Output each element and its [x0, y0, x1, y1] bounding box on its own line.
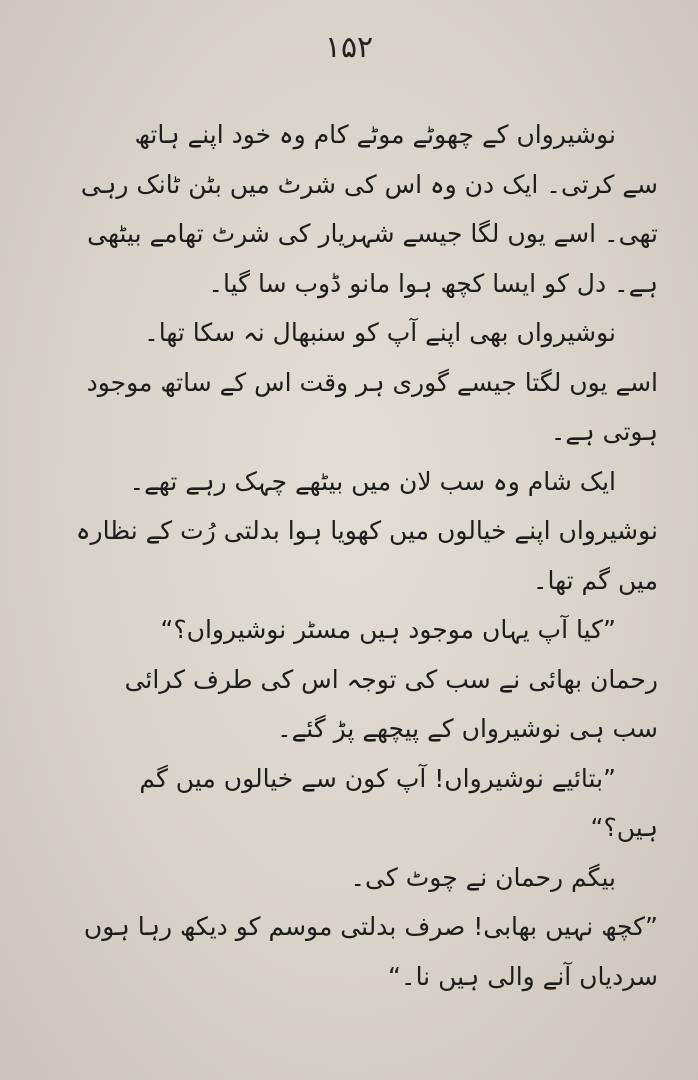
text-line: سردیاں آنے والی ہیں نا۔“ — [387, 961, 658, 991]
text-line: ہے۔ دل کو ایسا کچھ ہوا مانو ڈوب سا گیا۔ — [208, 268, 658, 298]
text-line: سے کرتی۔ ایک دن وہ اس کی شرٹ میں بٹن ٹانک رہی — [80, 169, 658, 199]
text-line: نوشیرواں کے چھوٹے موٹے کام وہ خود اپنے ہاتھ — [134, 120, 616, 149]
text-line: ”کچھ نہیں بھابی! صرف بدلتی موسم کو دیکھ رہا ہوں — [83, 912, 658, 941]
text-line: سب ہی نوشیرواں کے پیچھے پڑ گئے۔ — [276, 714, 658, 743]
text-line: اسے یوں لگتا جیسے گوری ہر وقت اس کے ساتھ موجود — [86, 367, 658, 397]
text-line: میں گم تھا۔ — [532, 565, 658, 595]
text-line: نوشیرواں بھی اپنے آپ کو سنبھال نہ سکا تھا۔ — [144, 318, 616, 347]
text-line: رحمان بھائی نے سب کی توجہ اس کی طرف کرائی — [124, 664, 658, 694]
page-number: ۱۵۲ — [324, 30, 374, 65]
text-line: بیگم رحمان نے چوٹ کی۔ — [350, 862, 616, 892]
text-line: ایک شام وہ سب لان میں بیٹھے چہک رہے تھے۔ — [129, 466, 616, 496]
text-line: ہوتی ہے۔ — [550, 417, 658, 446]
text-line: ہیں؟“ — [590, 813, 658, 842]
text-line: ”کیا آپ یہاں موجود ہیں مسٹر نوشیرواں؟“ — [160, 615, 616, 644]
body-text — [58, 110, 658, 1001]
text-line: نوشیرواں اپنے خیالوں میں کھویا ہوا بدلتی رُت کے نظارہ — [75, 516, 658, 545]
text-line: ”بتائیے نوشیرواں! آپ کون سے خیالوں میں گم — [139, 763, 616, 793]
text-line: تھی۔ اسے یوں لگا جیسے شہریار کی شرٹ تھامے بیٹھی — [87, 219, 658, 248]
